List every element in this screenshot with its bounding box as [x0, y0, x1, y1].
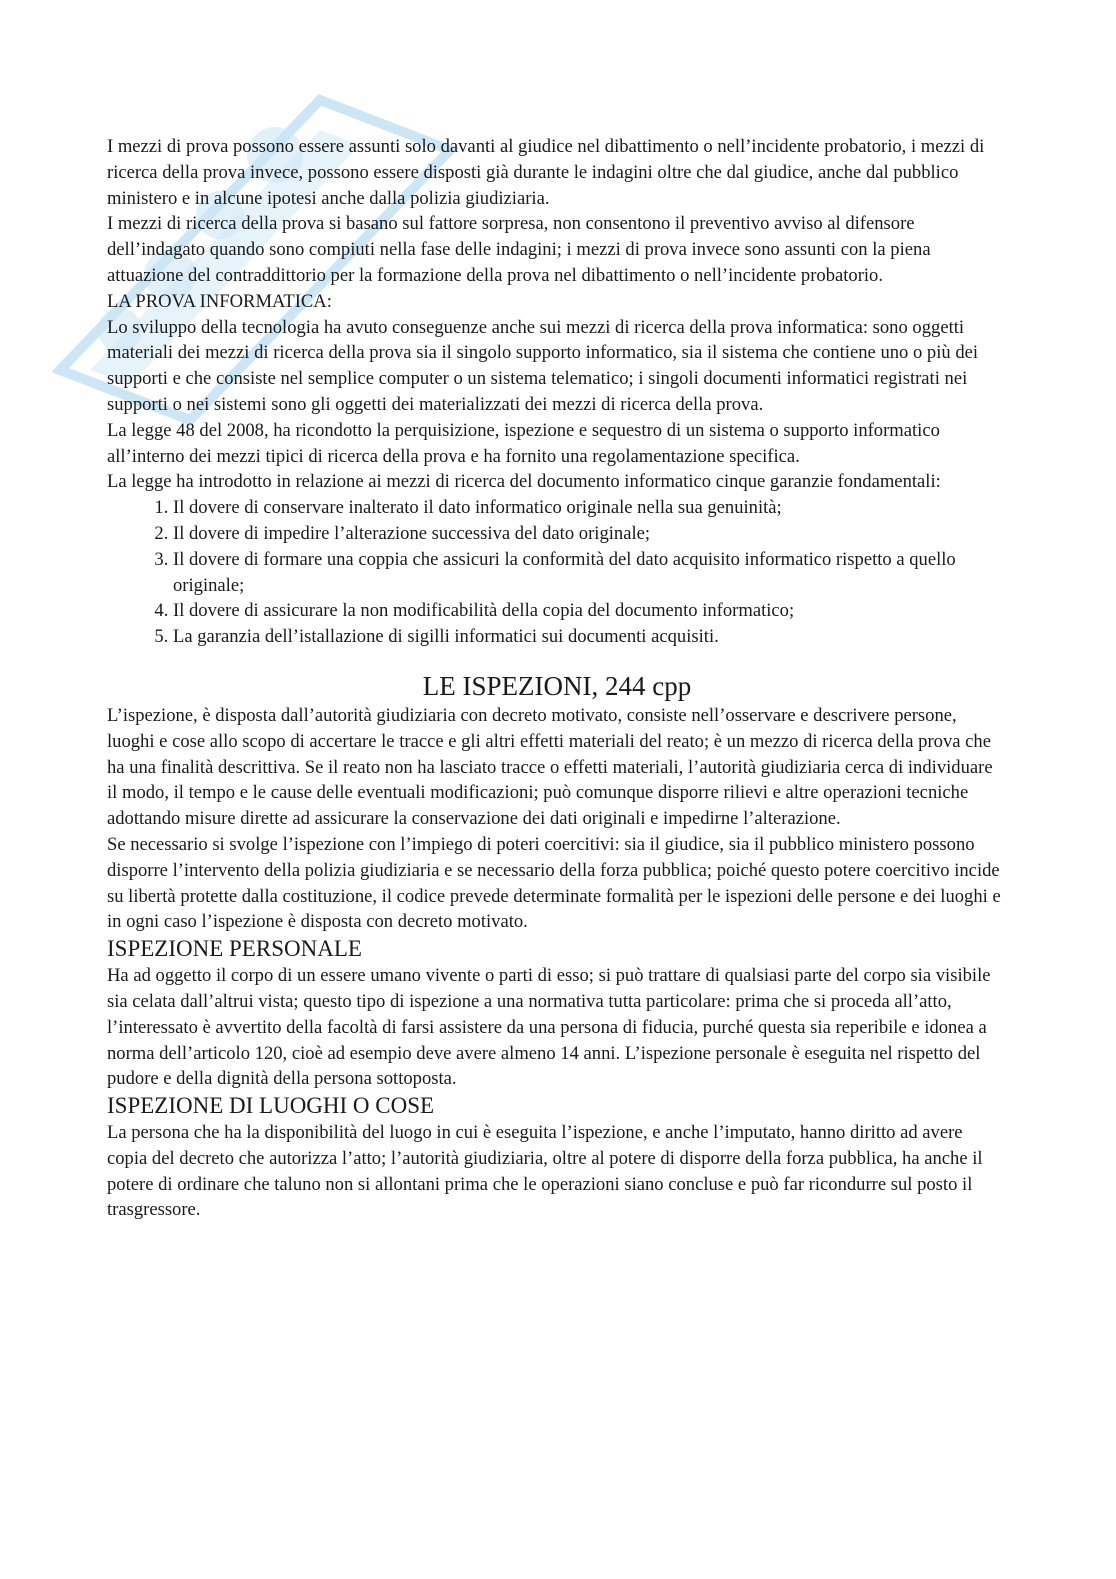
- document-page: [107, 134, 1007, 1223]
- prova-informatica-paragraph-1: Lo sviluppo della tecnologia ha avuto conseguenze anche sui mezzi di ricerca della prova informatica: sono oggetti materiali dei mezzi di ricerca della prova sia il singolo supporto informatico, sia il sistema che contiene uno o più dei supporti e che consiste nel semplice computer o un sistema telematico; i singoli documenti informatici registrati nei supporti o nei sistemi sono gli oggetti dei materializzati dei mezzi di ricerca della prova.: [107, 316, 979, 415]
- prova-informatica-paragraph-3: La legge ha introdotto in relazione ai mezzi di ricerca del documento informatico cinque garanzie fondamentali:: [107, 471, 941, 493]
- garanzie-list: [107, 495, 1007, 650]
- list-item: 4. Il dovere di assicurare la non modificabilità della copia del documento informatico;: [173, 598, 1007, 624]
- intro-paragraph-1: I mezzi di prova possono essere assunti solo davanti al giudice nel dibattimento o nell’incidente probatorio, i mezzi di ricerca della prova invece, possono essere disposti già durante le indagini oltre che dal giudice, anche dal pubblico ministero e in alcune ipotesi anche dalla polizia giudiziaria.: [107, 136, 985, 209]
- ispezione-personale-heading: ISPEZIONE PERSONALE: [107, 936, 362, 962]
- ispezioni-title: LE ISPEZIONI, 244 cpp: [422, 670, 692, 701]
- intro-paragraph-2: I mezzi di ricerca della prova si basano sul fattore sorpresa, non consentono il preventivo avviso al difensore dell’indagato quando sono compiuti nella fase delle indagini; i mezzi di prova invece sono assunti con la piena attuazione del contraddittorio per la formazione della prova nel dibattimento o nell’incidente probatorio.: [107, 213, 931, 286]
- list-item: 2. Il dovere di impedire l’alterazione successiva del dato originale;: [173, 521, 1007, 547]
- ispezione-luoghi-heading: ISPEZIONE DI LUOGHI O COSE: [107, 1093, 435, 1119]
- ispezioni-paragraph-1: L’ispezione, è disposta dall’autorità giudiziaria con decreto motivato, consiste nell’osservare e descrivere persone, luoghi e cose allo scopo di accertare le tracce e gli altri effetti materiali del reato; è un mezzo di ricerca della prova che ha una finalità descrittiva. Se il reato non ha lasciato tracce o effetti materiali, l’autorità giudiziaria cerca di individuare il modo, il tempo e le cause delle eventuali modificazioni; può comunque disporre rilievi e altre operazioni tecniche adottando misure dirette ad assicurare la conservazione dei dati originali e impedirne l’alterazione.: [107, 704, 993, 830]
- ispezione-personale-paragraph: Ha ad oggetto il corpo di un essere umano vivente o parti di esso; si può trattare di qualsiasi parte del corpo sia visibile sia celata dall’altrui vista; questo tipo di ispezione a una normativa tutta particolare: prima che si proceda all’atto, l’interessato è avvertito della facoltà di farsi assistere da una persona di fiducia, purché questa sia reperibile e idonea a norma dell’articolo 120, cioè ad esempio deve avere almeno 14 anni. L’ispezione personale è eseguita nel rispetto del pudore e della dignità della persona sottoposta.: [107, 965, 991, 1090]
- prova-informatica-heading: LA PROVA INFORMATICA:: [107, 290, 332, 312]
- list-item: 5. La garanzia dell’istallazione di sigilli informatici sui documenti acquisiti.: [173, 624, 1007, 650]
- prova-informatica-paragraph-2: La legge 48 del 2008, ha ricondotto la perquisizione, ispezione e sequestro di un sistema o supporto informatico all’interno dei mezzi tipici di ricerca della prova e ha fornito una regolamentazione specifica.: [107, 419, 940, 467]
- ispezione-luoghi-paragraph: La persona che ha la disponibilità del luogo in cui è eseguita l’ispezione, e anche l’imputato, hanno diritto ad avere copia del decreto che autorizza l’atto; l’autorità giudiziaria, oltre al potere di disporre della forza pubblica, ha anche il potere di ordinare che taluno non si allontani prima che le operazioni siano concluse e può far ricondurre sul posto il trasgressore.: [107, 1122, 983, 1221]
- list-item: 1. Il dovere di conservare inalterato il dato informatico originale nella sua genuinità;: [173, 495, 1007, 521]
- list-item: 3. Il dovere di formare una coppia che assicuri la conformità del dato acquisito informatico rispetto a quello originale;: [173, 547, 1007, 599]
- ispezioni-paragraph-2: Se necessario si svolge l’ispezione con l’impiego di poteri coercitivi: sia il giudice, sia il pubblico ministero possono disporre l’intervento della polizia giudiziaria e se necessario della forza pubblica; poiché questo potere coercitivo incide su libertà protette dalla costituzione, il codice prevede determinate formalità per le ispezioni delle persone e dei luoghi e in ogni caso l’ispezione è disposta con decreto motivato.: [107, 833, 1001, 933]
